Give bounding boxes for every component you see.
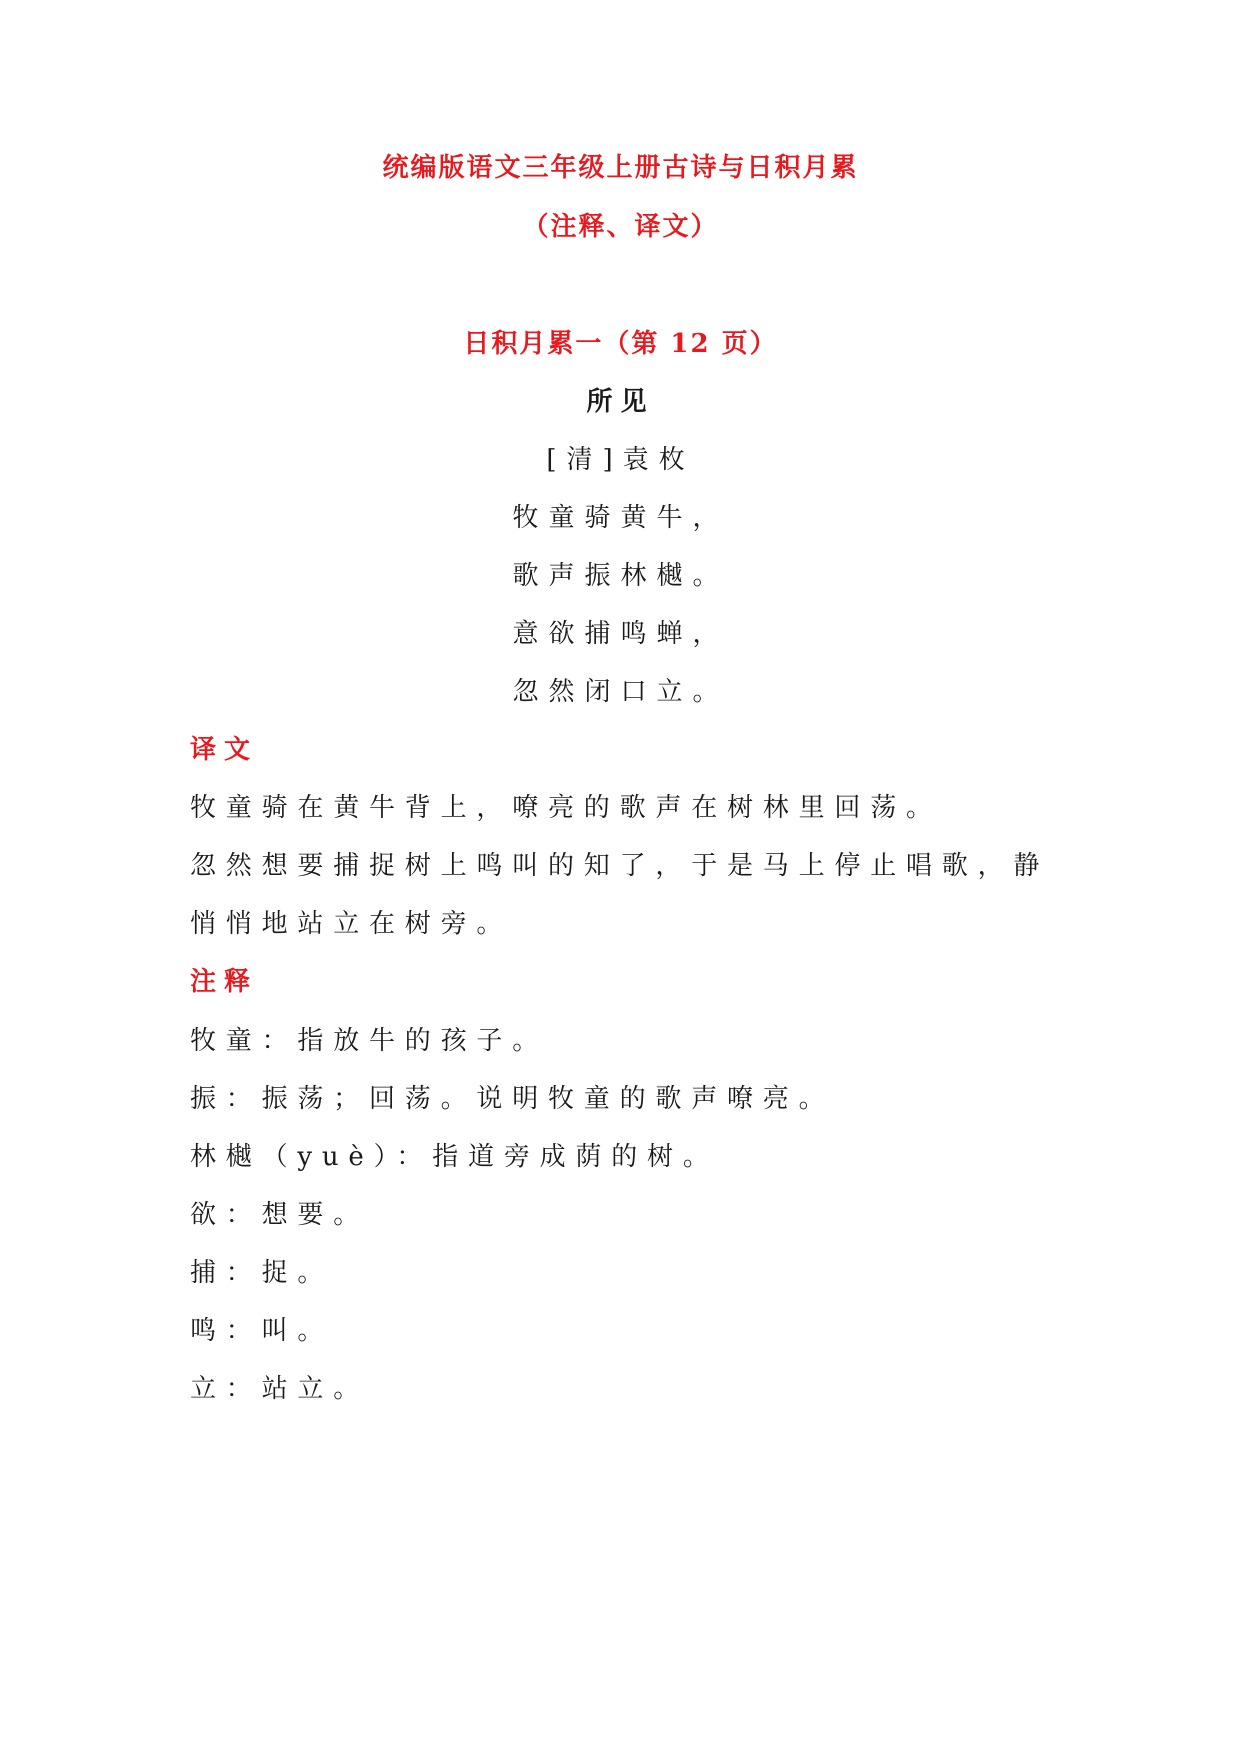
- poem-line: 忽然闭口立。: [512, 677, 729, 707]
- notes-heading: 注释: [190, 967, 259, 997]
- poem-title: 所见: [586, 387, 655, 417]
- section-heading: 日积月累一（第 12 页）: [463, 329, 778, 359]
- poem-author: [清]袁枚: [546, 445, 695, 475]
- note-item: 捕：捉。: [190, 1258, 334, 1288]
- translation-line: 忽然想要捕捉树上鸣叫的知了，于是马上停止唱歌，静: [190, 851, 1050, 881]
- note-item: 鸣：叫。: [190, 1316, 334, 1346]
- note-item: 牧童：指放牛的孩子。: [190, 1026, 549, 1056]
- note-item: 振：振荡；回荡。说明牧童的歌声嘹亮。: [190, 1084, 835, 1114]
- document-subtitle: （注释、译文）: [522, 212, 719, 242]
- note-item: 林樾（yuè）：指道旁成荫的树。: [190, 1142, 719, 1172]
- poem-line: 牧童骑黄牛，: [512, 503, 729, 533]
- document-title: 统编版语文三年级上册古诗与日积月累: [382, 153, 859, 183]
- translation-line: 悄悄地站立在树旁。: [190, 909, 513, 939]
- note-item: 欲：想要。: [190, 1200, 370, 1230]
- translation-heading: 译文: [190, 735, 259, 765]
- note-item: 立：站立。: [190, 1374, 370, 1404]
- poem-line: 歌声振林樾。: [512, 561, 729, 591]
- poem-line: 意欲捕鸣蝉，: [512, 619, 729, 649]
- translation-line: 牧童骑在黄牛背上，嘹亮的歌声在树林里回荡。: [190, 793, 942, 823]
